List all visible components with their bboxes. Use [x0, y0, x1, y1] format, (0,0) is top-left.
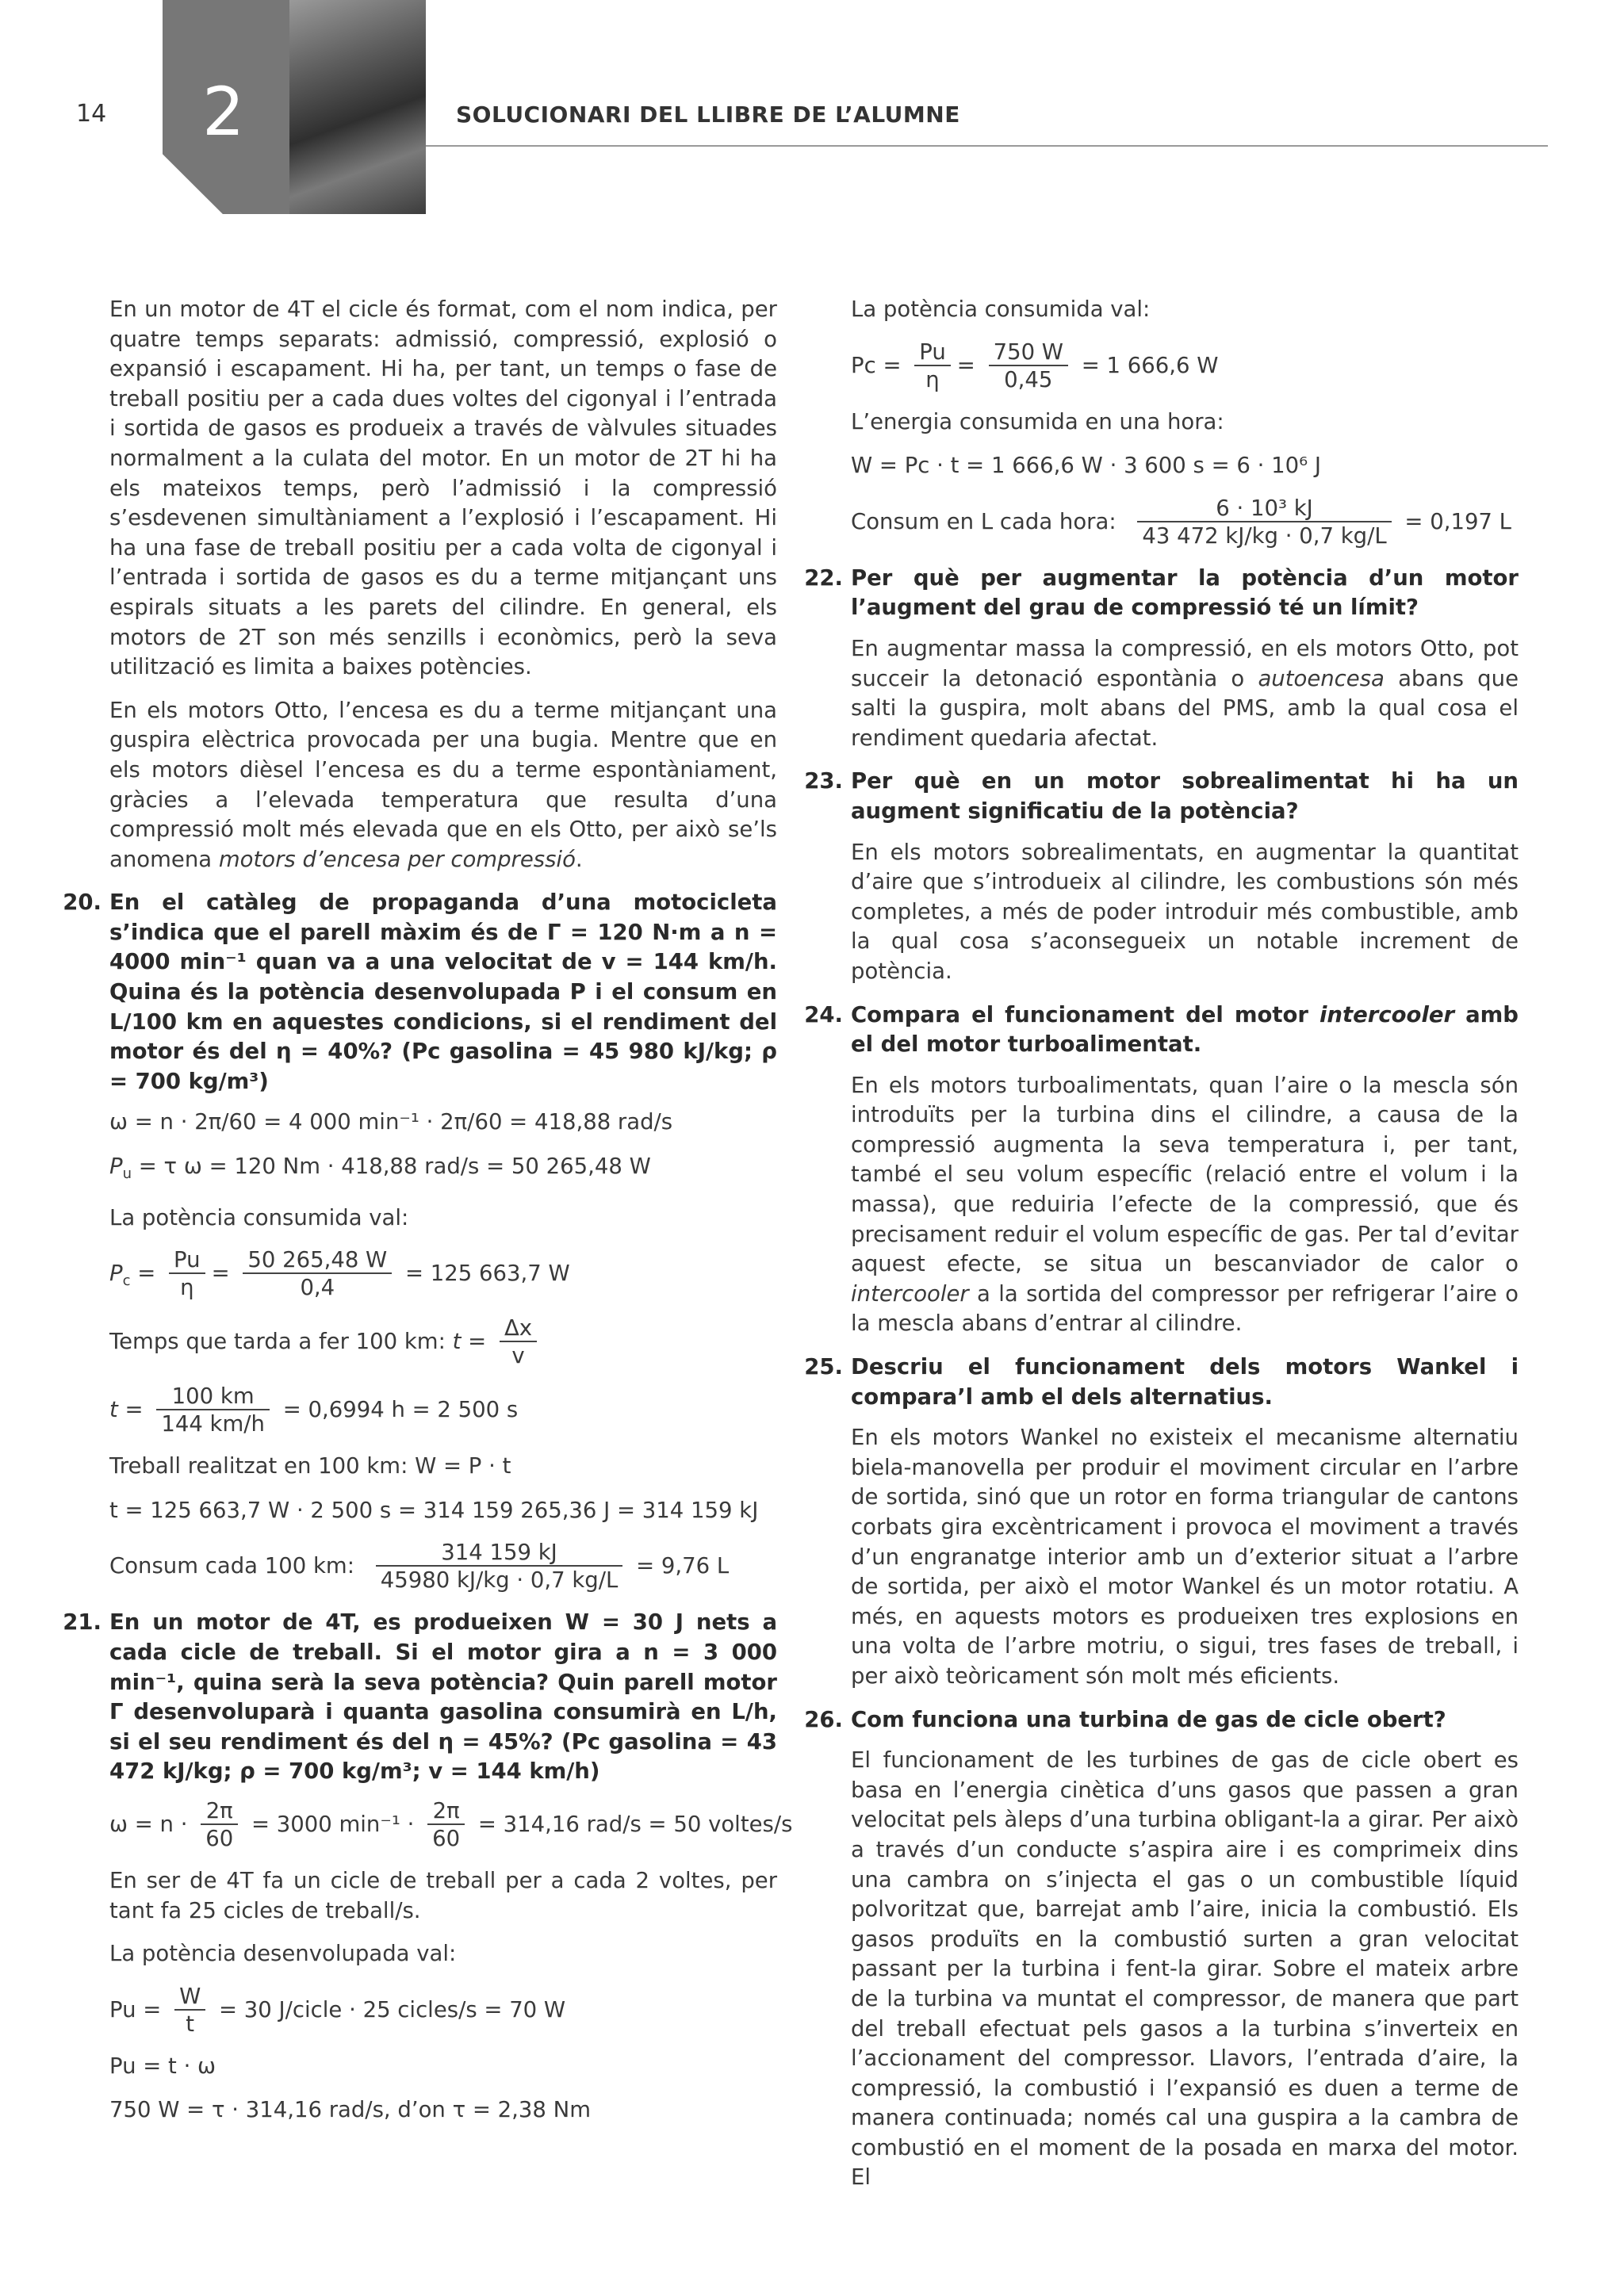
answer-24: En els motors turboalimentats, quan l’aire o la mescla són introduïts per la turbina dins el cilindre, a causa de la compressió augmenta la seva temperatura i, per tant, també el seu volum específic (relació entre el volum i la massa), que reduiria l’efecte de la compressió, que és precisament reduir el volum específic de gas. Per tal d’evitar aquest efecte, se situa un bescanviador de calor o intercooler a la sortida del compressor per refrigerar l’aire o la mescla abans d’entrar al cilindre.	[851, 1072, 1519, 1337]
paragraph-4t-2t: En un motor de 4T el cicle és format, com el nom indica, per quatre temps separats: admissió, compressió, explosió o expansió i escapament. Hi ha, per tant, un temps o fase de treball positiu per a cada dues voltes del cigonyal i l’entrada i sortida de gasos es produeix a través de vàlvules situades normalment a la culata del motor. En un motor de 2T hi ha els mateixos temps, però l’admissió i la compressió s’esdevenen simultàniament a l’explosió i l’escapament. Hi ha una fase de treball positiu per a cada volta de cigonyal i l’entrada i sortida de gasos es du a terme mitjançant uns espirals situats a les parets del cilindre. En general, els motors de 2T son més senzills i econòmics, però la seva utilització es limita a baixes potències.	[109, 297, 777, 680]
right-column	[804, 295, 1519, 2206]
question-23	[804, 767, 1519, 826]
paragraph-otto-diesel: En els motors Otto, l’encesa es du a terme mitjançant una guspira elèctrica provocada per una bugia. Mentre que en els motors dièsel l’encesa es du a terme espontàniament, gràcies a l’elevada temperatura que resulta d’una compressió molt més elevada que en els Otto, per això se’ls anomena motors d’encesa per compressió.	[109, 697, 777, 872]
question-25	[804, 1353, 1519, 1412]
answer-26: El funcionament de les turbines de gas de cicle obert es basa en l’energia cinètica d’uns gasos que passen a gran velocitat pels àleps d’una turbina obligant-la a girar. Per això a través d’un conducte s’aspira aire i es comprimeix dins una cambra on s’injecta el gas o un combustible líquid polvoritzat que, barrejat amb l’aire, inicia la combustió. Els gasos produïts en la combustió surten a gran velocitat passant per la turbina i fent-la girar. Sobre el mateix arbre de la turbina va muntat el compressor, de manera que part del treball efectuat pels gasos a la turbina s’inverteix en l’accionament del compressor. Llavors, l’entrada d’aire, la compressió, la combustió i l’expansió es duen a terme de manera continuada; només cal una guspira a la cambra de combustió en el moment de la posada en marxa del motor. El	[851, 1747, 1519, 2191]
question-number: 22.	[804, 564, 843, 591]
engine-photo	[289, 0, 426, 214]
question-21	[63, 1608, 777, 1787]
question-number: 23.	[804, 768, 843, 794]
equation: t = 125 663,7 W · 2 500 s = 314 159 265,36 J = 314 159 kJ	[109, 1497, 759, 1523]
chapter-number: 2	[202, 73, 245, 151]
equation: Pc = $\frac{Pu}{\eta}$ = $\frac{750 W}{0,45}$ = 1 666,6 W	[851, 339, 1219, 392]
equation: ω = n · 2π/60 = 4 000 min⁻¹ · 2π/60 = 418,88 rad/s	[109, 1109, 673, 1135]
equation: Consum cada 100 km: $\frac{314 159 kJ}{45980 kJ/kg \cdot 0,7 kg/L}$ = 9,76 L	[109, 1540, 730, 1594]
question-text: En el catàleg de propaganda d’una motocicleta s’indica que el parell màxim és de Γ = 120 N·m a n = 4000 min⁻¹ quan va a una velocitat de v = 144 km/h. Quina és la potència desenvolupada P i el consum en L/100 km en aquestes condicions, si el rendiment del motor és del η = 40%? (Pc gasolina = 45 980 kJ/kg; ρ = 700 kg/m³)	[109, 890, 777, 1094]
question-text: En un motor de 4T, es produeixen W = 30 J nets a cada cicle de treball. Si el motor gira a n = 3 000 min⁻¹, quina serà la seva potència? Quin parell motor Γ desenvoluparà i quanta gasolina consumirà en L/h, si el seu rendiment és del η = 45%? (Pc gasolina = 43 472 kJ/kg; ρ = 700 kg/m³; v = 144 km/h)	[109, 1609, 777, 1785]
question-text: Descriu el funcionament dels motors Wankel i compara’l amb el dels alternatius.	[851, 1354, 1519, 1410]
header-rule	[426, 145, 1548, 147]
paragraph: En ser de 4T fa un cicle de treball per a cada 2 voltes, per tant fa 25 cicles de treball/s.	[109, 1867, 777, 1923]
question-text: Per què per augmentar la potència d’un motor l’augment del grau de compressió té un límit?	[851, 564, 1519, 621]
equation: Treball realitzat en 100 km: W = P · t	[109, 1453, 511, 1479]
page-number: 14	[76, 100, 107, 128]
question-24	[804, 1001, 1519, 1060]
question-number: 25.	[804, 1354, 843, 1380]
equation: Consum en L cada hora: $\frac{\text{6 · 10³ kJ}}{43 472 kJ/kg \cdot 0,7 kg/L}$ = 0,197 L	[851, 495, 1511, 549]
question-number: 26.	[804, 1706, 843, 1732]
question-20	[63, 888, 777, 1096]
equation: W = Pc · t = 1 666,6 W · 3 600 s = 6 · 10⁶ J	[851, 453, 1321, 479]
question-text: Compara el funcionament del motor intercooler amb el del motor turboalimentat.	[851, 1001, 1519, 1058]
question-22	[804, 564, 1519, 623]
answer-22: En augmentar massa la compressió, en els motors Otto, pot succeir la detonació espontània o autoencesa abans que salti la guspira, molt abans del PMS, amb la qual cosa el rendiment quedaria afectat.	[851, 635, 1519, 751]
label: La potència desenvolupada val:	[109, 1941, 457, 1967]
equation: 750 W = τ · 314,16 rad/s, d’on τ = 2,38 Nm	[109, 2097, 591, 2123]
equation: Temps que tarda a fer 100 km: t = $\frac{\Delta x}{v}$	[109, 1315, 777, 1369]
equation: Pu = t · ω	[109, 2053, 216, 2079]
equation: $P_c$ = $\frac{Pu}{\eta}$ = $\frac{50 265,48 W}{0,4}$ = 125 663,7 W	[109, 1247, 570, 1301]
question-number: 21.	[63, 1609, 102, 1636]
answer-25: En els motors Wankel no existeix el mecanisme alternatiu biela-manovella per produir el moviment circular en l’arbre de sortida, sinó que un rotor en forma triangular de cantons corbats gira excèntricament i provoca el moviment a través d’un engranatge interior amb un d’exterior situat a l’arbre de sortida, per això el motor Wankel és un motor rotatiu. A més, en aquests motors es produeixen tres explosions en una volta de l’arbre motriu, o sigui, tres fases de treball, i per això teòricament són molt més eficients.	[851, 1425, 1519, 1689]
equation: $P_u = \tau$ ω = 120 Nm · 418,88 rad/s = 50 265,48 W	[109, 1154, 651, 1183]
running-title: SOLUCIONARI DEL LLIBRE DE L’ALUMNE	[456, 101, 960, 128]
question-26	[804, 1705, 1519, 1735]
answer-23: En els motors sobrealimentats, en augmentar la quantitat d’aire que s’introdueix al cilindre, les combustions són més completes, a més de poder introduir més combustible, amb la qual cosa s’aconsegueix un notable increment de potència.	[851, 839, 1519, 984]
label: La potència consumida val:	[109, 1204, 409, 1230]
question-number: 24.	[804, 1001, 843, 1027]
label: L’energia consumida en una hora:	[851, 408, 1224, 434]
equation: ω = n · $\frac{2\pi}{60}$ = 3000 min⁻¹ · $\frac{2\pi}{60}$ = 314,16 rad/s = 50 voltes/s	[109, 1797, 793, 1851]
label: La potència consumida val:	[851, 297, 1151, 322]
left-column	[63, 295, 793, 2140]
equation: Pu = $\frac{W}{t}$ = 30 J/cicle · 25 cicles/s = 70 W	[109, 1983, 566, 2037]
question-number: 20.	[63, 890, 102, 916]
question-text: Per què en un motor sobrealimentat hi ha un augment significatiu de la potència?	[851, 768, 1519, 824]
question-text: Com funciona una turbina de gas de cicle obert?	[851, 1706, 1446, 1732]
equation: t = $\frac{100 km}{144 km/h}$ = 0,6994 h = 2 500 s	[109, 1383, 519, 1437]
